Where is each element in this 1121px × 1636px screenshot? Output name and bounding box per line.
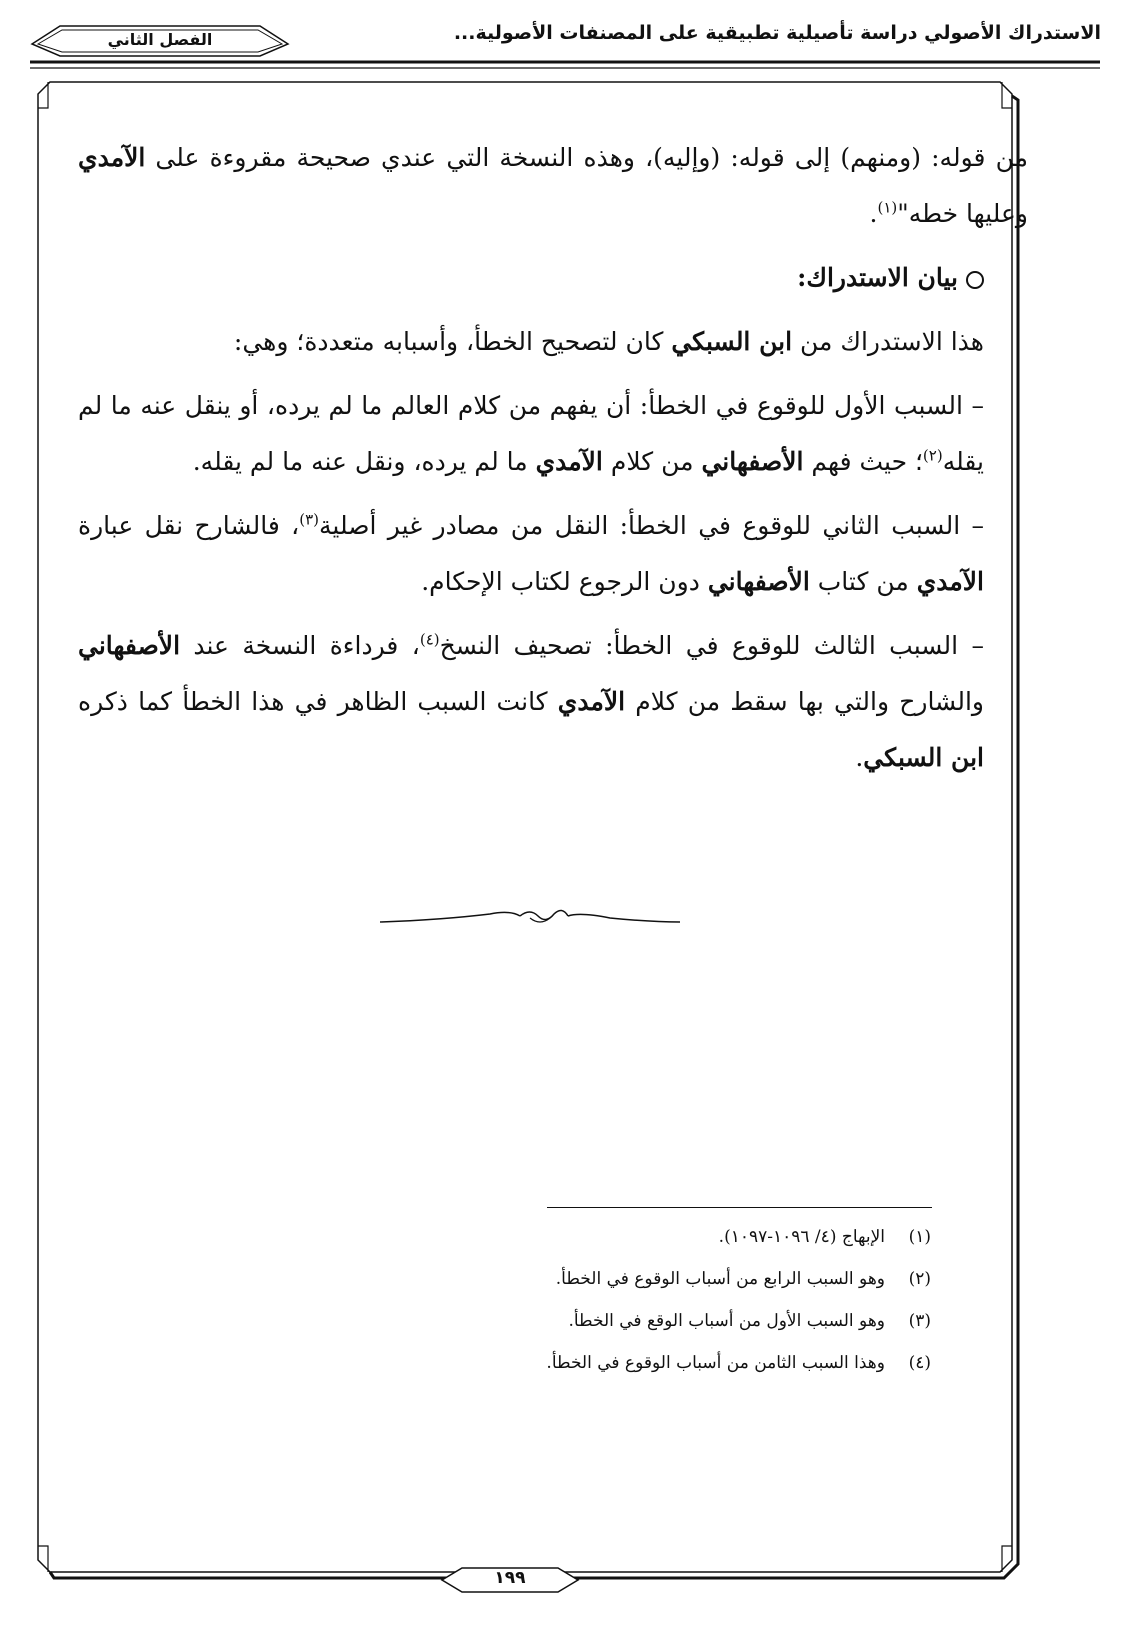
footnote-number: (٢) (908, 1269, 931, 1289)
footnote-separator (547, 1207, 932, 1208)
footnote-text: وهو السبب الأول من أسباب الوقع في الخطأ. (568, 1311, 885, 1331)
bold-name: الآمدي (557, 687, 626, 716)
text-run: هذا الاستدراك من (792, 327, 984, 356)
page-number-badge (440, 1565, 580, 1595)
divider-flourish-icon (380, 900, 680, 940)
footnotes (231, 1225, 931, 1393)
footnote-text: الإبهاج (٤/ ١٠٩٦-١٠٩٧). (718, 1227, 885, 1247)
text-run: ما لم يرده، ونقل عنه ما لم يقله. (192, 447, 536, 476)
bold-name: الآمدي (535, 447, 603, 476)
text-run: – السبب الثالث للوقوع في الخطأ: تصحيف النسخ (439, 631, 984, 660)
footnote-4 (231, 1351, 931, 1375)
footnote-2 (231, 1267, 931, 1291)
footnote-number: (٤) (908, 1353, 931, 1373)
text-run: – السبب الأول للوقوع في الخطأ: أن يفهم من كلام العالم ما لم يرده، أو ينقل عنه ما لم يقله (78, 391, 984, 476)
text-run: . (869, 199, 878, 228)
footnote-ref[interactable]: (٢) (922, 446, 943, 465)
bold-name: الآمدي (78, 143, 146, 172)
bold-name: الأصفهاني (707, 567, 810, 596)
chapter-label: الفصل الثاني (107, 30, 213, 49)
footnote-ref[interactable]: (١) (877, 198, 898, 217)
chapter-tab (30, 20, 290, 60)
footnote-number: (١) (908, 1227, 931, 1247)
text-run: من كلام (602, 447, 702, 476)
bold-name: الأصفهاني (78, 631, 181, 660)
paragraph-3 (78, 378, 1028, 490)
text-run: – السبب الثاني للوقوع في الخطأ: النقل من مصادر غير أصلية (319, 511, 985, 540)
page-number: ١٩٩ (494, 1568, 526, 1588)
footnote-text: وهذا السبب الثامن من أسباب الوقوع في الخطأ. (546, 1353, 885, 1373)
circle-bullet-icon (966, 271, 984, 289)
heading-text: بيان الاستدراك: (797, 263, 958, 292)
footnote-ref[interactable]: (٣) (299, 510, 320, 529)
text-run: ، فالشارح نقل عبارة (78, 511, 300, 540)
footnote-number: (٣) (908, 1311, 931, 1331)
text-run: من كتاب (809, 567, 917, 596)
bold-name: ابن السبكي (863, 743, 984, 772)
main-text (78, 130, 1028, 794)
text-run: كان لتصحيح الخطأ، وأسبابه متعددة؛ وهي: (233, 327, 672, 356)
text-run: . (855, 743, 864, 772)
text-run: دون الرجوع لكتاب الإحكام. (421, 567, 708, 596)
running-title: الاستدراك الأصولي دراسة تأصيلية تطبيقية على المصنفات الأصولية... (453, 22, 1101, 44)
paragraph-1 (78, 130, 1028, 242)
text-run: كانت السبب الظاهر في هذا الخطأ كما ذكره (78, 687, 558, 716)
footnote-1 (231, 1225, 931, 1249)
bold-name: ابن السبكي (671, 327, 793, 356)
text-run: وعليها خطه" (897, 199, 1028, 228)
text-run: ، فرداءة النسخة عند (180, 631, 420, 660)
footnote-3 (231, 1309, 931, 1333)
paragraph-5 (78, 618, 1028, 786)
text-run: من قوله: (ومنهم) إلى قوله: (وإليه)، وهذه النسخة التي عندي صحيحة مقروءة على (145, 143, 1028, 172)
text-run: والشارح والتي بها سقط من كلام (625, 687, 984, 716)
section-heading (78, 250, 1028, 306)
paragraph-2 (78, 314, 1028, 370)
bold-name: الآمدي (916, 567, 984, 596)
text-run: ؛ حيث فهم (803, 447, 923, 476)
paragraph-4 (78, 498, 1028, 610)
bold-name: الأصفهاني (701, 447, 804, 476)
footnote-ref[interactable]: (٤) (419, 630, 440, 649)
footnote-text: وهو السبب الرابع من أسباب الوقوع في الخطأ. (555, 1269, 885, 1289)
